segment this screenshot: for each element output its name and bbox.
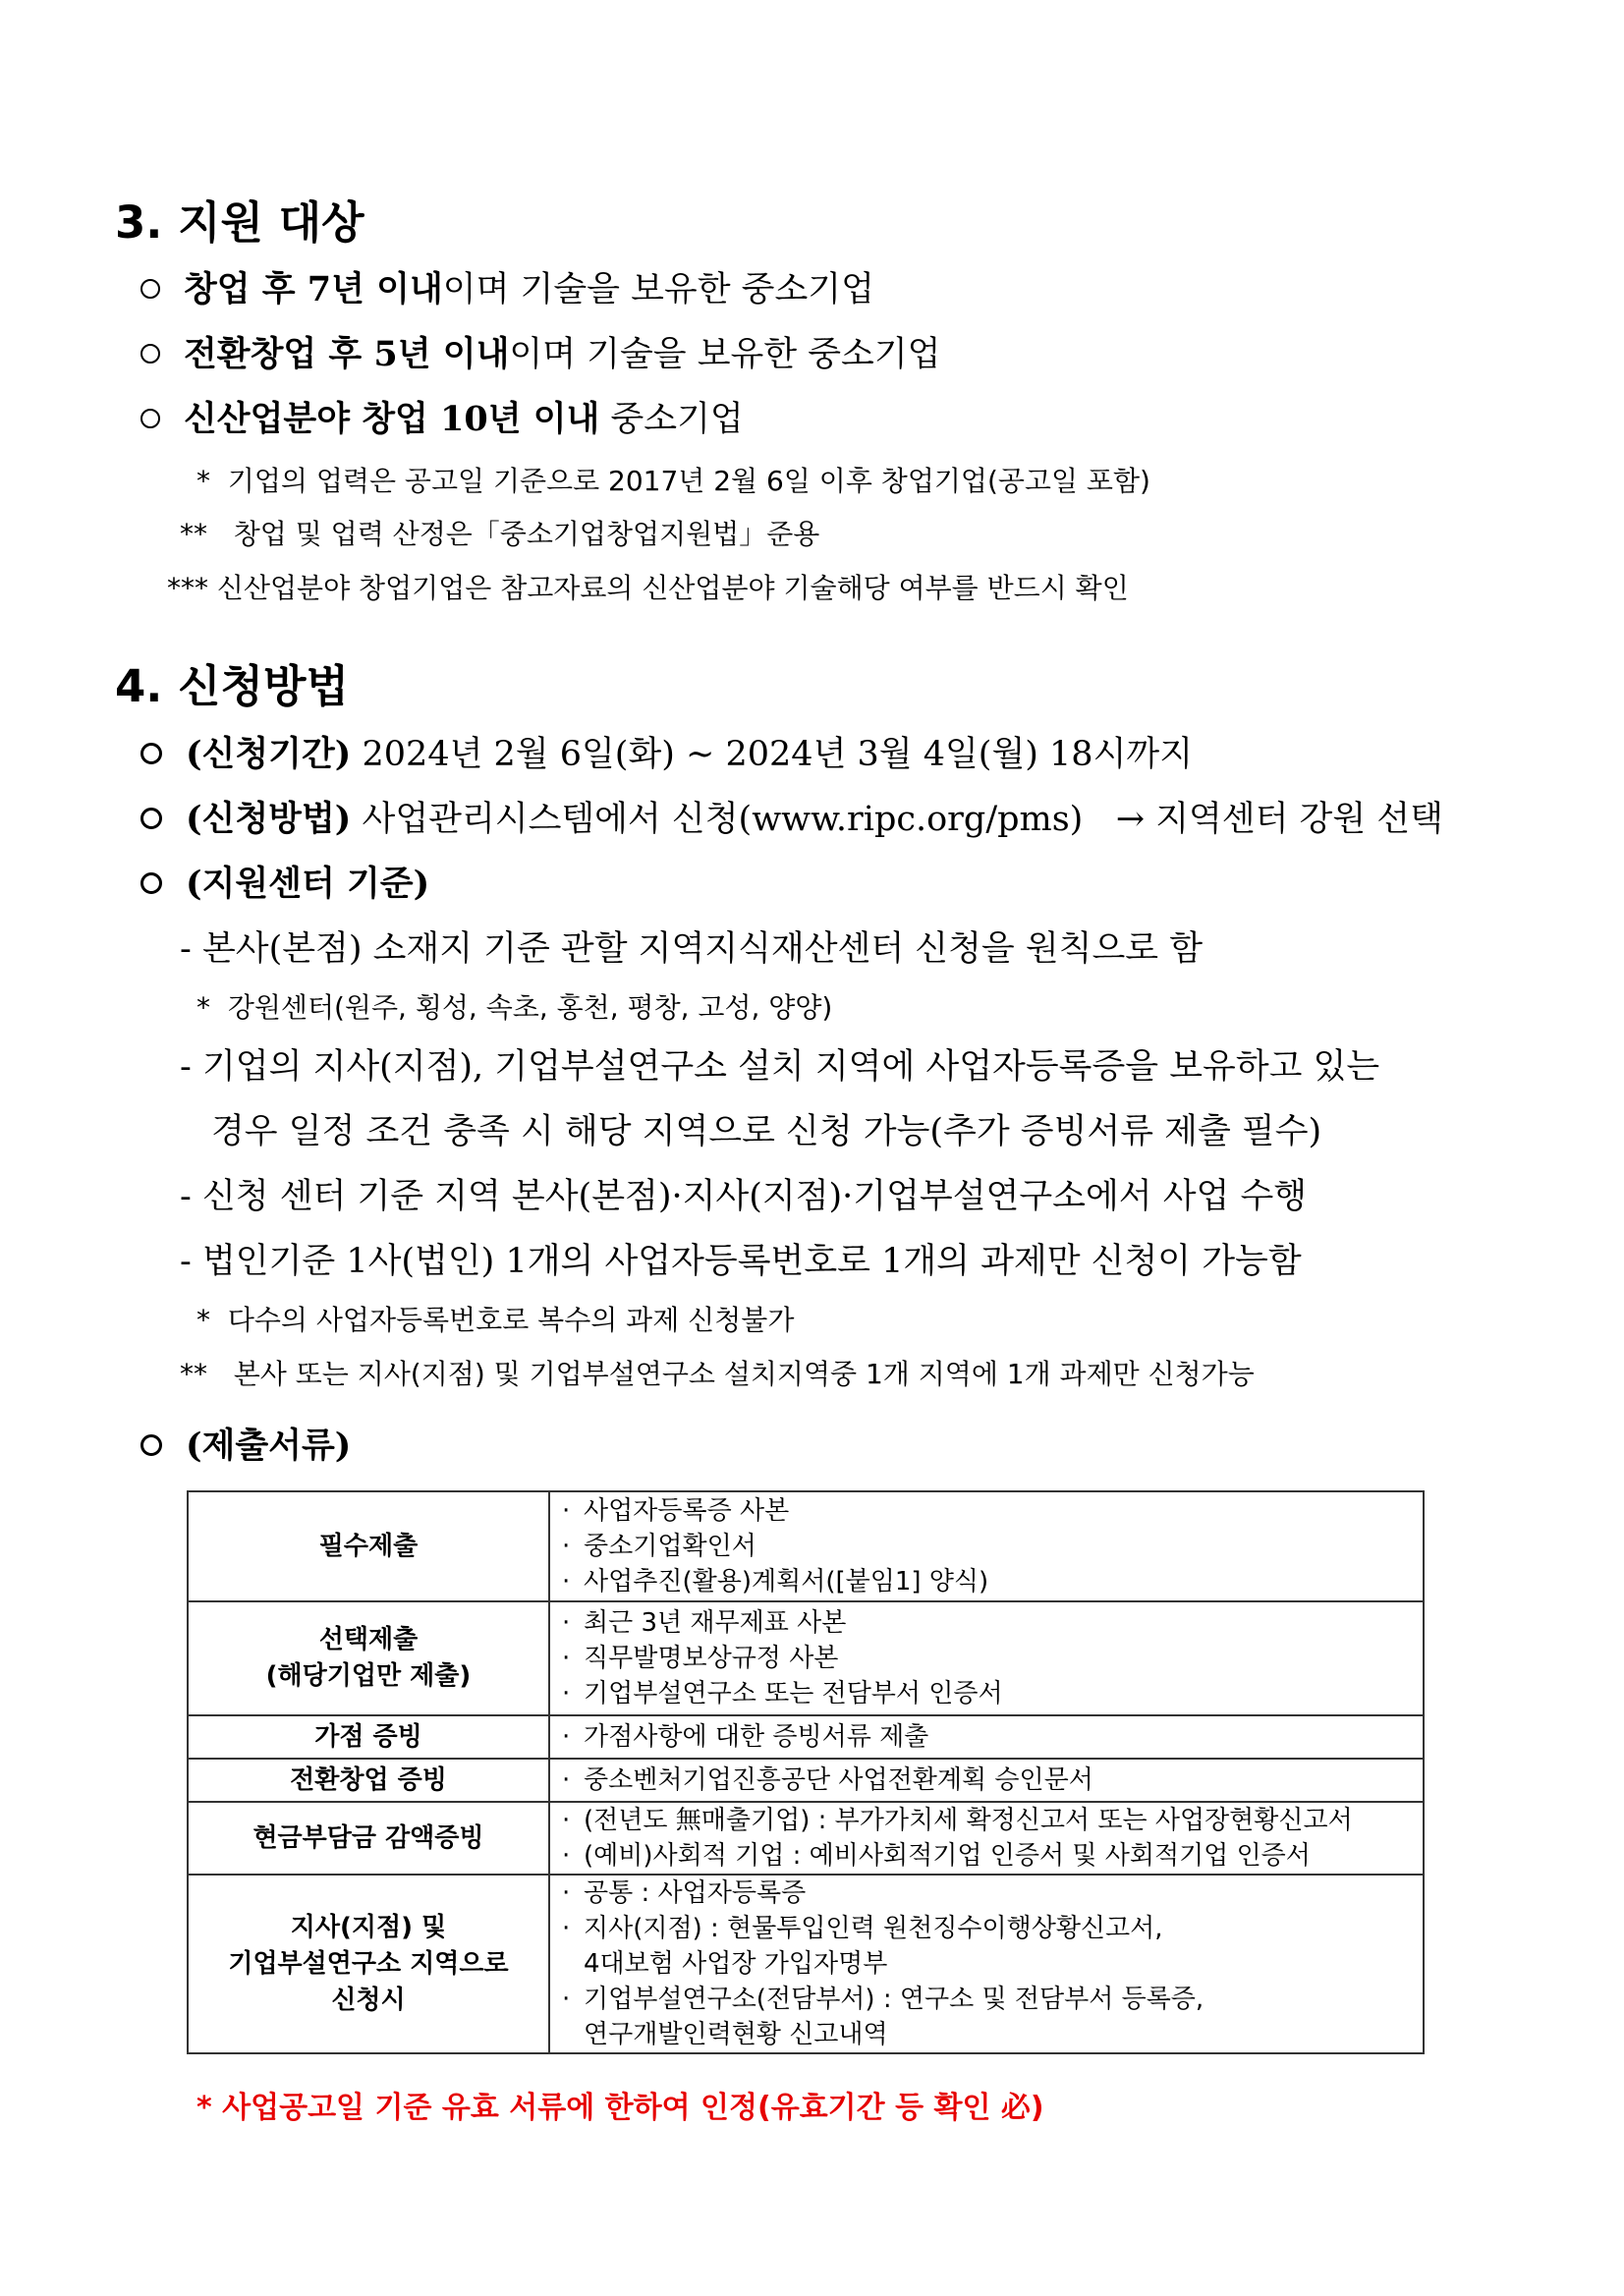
docs-category-line: 필수제출: [318, 1531, 419, 1561]
circle-bullet-icon: [140, 279, 160, 299]
docs-heading: [140, 1419, 351, 1468]
docs-items: [549, 1715, 1424, 1759]
note-text: 신산업분야 창업기업은 참고자료의 신산업분야 기술해당 여부를 반드시 확인: [216, 572, 1129, 604]
docs-category-line: 현금부담금 감액증빙: [252, 1822, 484, 1853]
center-rule-2a: - 기업의 지사(지점), 기업부설연구소 설치 지역에 사업자등록증을 보유하고 있는: [180, 1047, 1380, 1087]
docs-item: · 최근 3년 재무제표 사본: [562, 1605, 1423, 1641]
docs-category: [188, 1875, 549, 2053]
target-item-2-text: 이며 기술을 보유한 중소기업: [509, 335, 941, 374]
center-note-2: [196, 1299, 794, 1338]
target-item-2-bold: 전환창업 후 5년 이내: [184, 334, 510, 374]
apply-period-text: 2024년 2월 6일(화) ~ 2024년 3월 4일(월) 18시까지: [362, 735, 1194, 774]
docs-item: · 중소벤처기업진흥공단 사업전환계획 승인문서: [562, 1763, 1423, 1798]
docs-items: [549, 1491, 1424, 1601]
note-text: 강원센터(원주, 횡성, 속초, 홍천, 평창, 고성, 양양): [227, 991, 833, 1024]
target-item-1-text: 이며 기술을 보유한 중소기업: [442, 270, 874, 309]
docs-items: [549, 1759, 1424, 1802]
target-item-3: [140, 392, 744, 441]
middot-bullet-icon: ·: [562, 1532, 571, 1561]
docs-category-line: (해당기업만 제출): [265, 1661, 472, 1691]
docs-table-row: [188, 1491, 1424, 1601]
center-rule-4: - 법인기준 1사(법인) 1개의 사업자등록번호로 1개의 과제만 신청이 가능함: [180, 1242, 1302, 1281]
docs-table-row: [188, 1601, 1424, 1715]
docs-table-row: [188, 1759, 1424, 1802]
docs-item: · 사업추진(활용)계획서([붙임1] 양식): [562, 1564, 1423, 1599]
note-mark: **: [180, 518, 207, 550]
docs-category: [188, 1491, 549, 1601]
circle-bullet-icon: [140, 743, 162, 764]
apply-method: [140, 792, 1443, 841]
docs-category: [188, 1715, 549, 1759]
target-note-1: [196, 460, 1150, 499]
docs-category: [188, 1601, 549, 1715]
docs-item: · 기업부설연구소 또는 전담부서 인증서: [562, 1676, 1423, 1711]
middot-bullet-icon: ·: [562, 1567, 571, 1596]
note-mark: ***: [167, 572, 208, 604]
docs-item: · 중소기업확인서: [562, 1529, 1423, 1564]
center-note-3: [180, 1353, 1255, 1392]
support-center: [140, 857, 429, 906]
middot-bullet-icon: ·: [562, 1985, 571, 2014]
note-mark: *: [196, 991, 210, 1024]
docs-category-line: 선택제출: [318, 1625, 419, 1654]
middot-bullet-icon: ·: [562, 1722, 571, 1752]
target-note-2: [180, 513, 819, 552]
note-text: 창업 및 업력 산정은「중소기업창업지원법」준용: [233, 518, 820, 550]
middot-bullet-icon: ·: [562, 1765, 571, 1795]
target-note-3: [167, 567, 1129, 606]
docs-items: [549, 1601, 1424, 1715]
docs-table-row: [188, 1715, 1424, 1759]
docs-item: · (예비)사회적 기업 : 예비사회적기업 인증서 및 사회적기업 인증서: [562, 1838, 1423, 1874]
target-item-3-text: 중소기업: [599, 400, 744, 439]
docs-item: · 공통 : 사업자등록증: [562, 1876, 1423, 1911]
apply-method-label: (신청방법): [186, 799, 352, 839]
circle-bullet-icon: [140, 409, 160, 428]
right-arrow-icon: →: [1115, 800, 1146, 839]
docs-category-line: 가점 증빙: [314, 1721, 422, 1752]
docs-label: (제출서류): [186, 1426, 352, 1466]
middot-bullet-icon: ·: [562, 1841, 571, 1871]
docs-item: 4대보험 사업장 가입자명부: [584, 1949, 888, 1979]
docs-category: [188, 1802, 549, 1875]
docs-table-row: [188, 1875, 1424, 2053]
docs-items: [549, 1802, 1424, 1875]
middot-bullet-icon: ·: [562, 1914, 571, 1943]
center-note-1: [196, 986, 832, 1026]
apply-period: [140, 727, 1193, 776]
center-rule-1: - 본사(본점) 소재지 기준 관할 지역지식재산센터 신청을 원칙으로 함: [180, 929, 1204, 969]
support-center-label: (지원센터 기준): [186, 864, 430, 904]
docs-category-line: 기업부설연구소 지역으로: [228, 1948, 509, 1979]
circle-bullet-icon: [140, 808, 162, 829]
middot-bullet-icon: ·: [562, 1806, 571, 1835]
note-text: 기업의 업력은 공고일 기준으로 2017년 2월 6일 이후 창업기업(공고일 포함): [227, 465, 1150, 497]
apply-method-after: 지역센터 강원 선택: [1155, 800, 1443, 839]
docs-category-line: 지사(지점) 및: [290, 1912, 447, 1942]
target-item-1: [140, 262, 874, 311]
docs-table-row: [188, 1802, 1424, 1875]
docs-items: [549, 1875, 1424, 2053]
section-4-title: 4. 신청방법: [115, 660, 349, 712]
note-text: 본사 또는 지사(지점) 및 기업부설연구소 설치지역중 1개 지역에 1개 과제만 신청가능: [233, 1358, 1255, 1390]
middot-bullet-icon: ·: [562, 1679, 571, 1708]
note-mark: *: [196, 465, 210, 497]
validity-footnote: * 사업공고일 기준 유효 서류에 한하여 인정(유효기간 등 확인 必): [196, 2091, 1044, 2125]
apply-period-label: (신청기간): [186, 734, 352, 774]
docs-table: [187, 1490, 1425, 2054]
docs-item: · 지사(지점) : 현물투입인력 원천징수이행상황신고서,: [562, 1911, 1423, 1946]
section-3-title: 3. 지원 대상: [115, 196, 364, 249]
note-mark: *: [196, 1304, 210, 1336]
note-text: 다수의 사업자등록번호로 복수의 과제 신청불가: [227, 1304, 795, 1336]
note-mark: **: [180, 1358, 207, 1390]
target-item-2: [140, 327, 941, 376]
circle-bullet-icon: [140, 1434, 162, 1456]
circle-bullet-icon: [140, 872, 162, 894]
docs-item: · 가점사항에 대한 증빙서류 제출: [562, 1719, 1423, 1755]
middot-bullet-icon: ·: [562, 1644, 571, 1673]
docs-category: [188, 1759, 549, 1802]
middot-bullet-icon: ·: [562, 1608, 571, 1638]
docs-item: 연구개발인력현황 신고내역: [584, 2020, 888, 2049]
center-rule-2b: 경우 일정 조건 충족 시 해당 지역으로 신청 가능(추가 증빙서류 제출 필수): [211, 1112, 1322, 1151]
center-rule-3: - 신청 센터 기준 지역 본사(본점)·지사(지점)·기업부설연구소에서 사업 수행: [180, 1177, 1308, 1216]
docs-item: · 직무발명보상규정 사본: [562, 1641, 1423, 1676]
middot-bullet-icon: ·: [562, 1496, 571, 1526]
docs-item: · 사업자등록증 사본: [562, 1493, 1423, 1529]
docs-category-line: 신청시: [331, 1985, 406, 2015]
target-item-3-bold: 신산업분야 창업 10년 이내: [184, 399, 600, 439]
docs-item: · 기업부설연구소(전담부서) : 연구소 및 전담부서 등록증,: [562, 1982, 1423, 2017]
middot-bullet-icon: ·: [562, 1878, 571, 1908]
circle-bullet-icon: [140, 344, 160, 364]
apply-method-text: 사업관리시스템에서 신청(www.ripc.org/pms): [362, 800, 1084, 839]
target-item-1-bold: 창업 후 7년 이내: [184, 269, 443, 309]
docs-item: · (전년도 無매출기업) : 부가가치세 확정신고서 또는 사업장현황신고서: [562, 1803, 1423, 1838]
docs-category-line: 전환창업 증빙: [290, 1764, 447, 1795]
